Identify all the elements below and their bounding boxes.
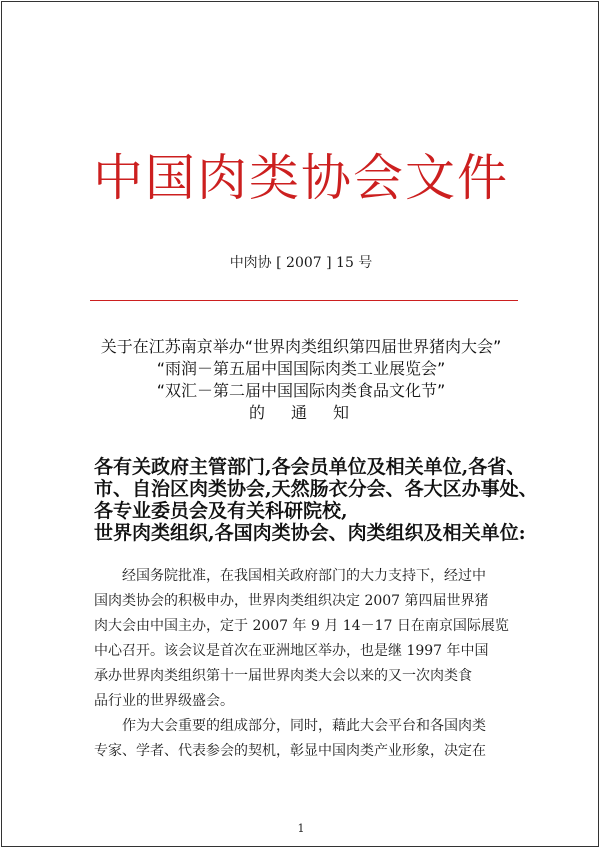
body-text (94, 564, 524, 764)
body-line: 肉大会由中国主办，定于 2007 年 9 月 14－17 日在南京国际展览 (94, 618, 509, 634)
subject-line: “雨润－第五届中国国际肉类工业展览会” (156, 359, 446, 378)
notice-subject (2, 336, 600, 424)
subject-line: 关于在江苏南京举办“世界肉类组织第四届世界猪肉大会” (100, 337, 502, 356)
document-page (1, 1, 599, 847)
body-line: 品行业的世界级盛会。 (94, 693, 234, 709)
body-line: 经国务院批准，在我国相关政府部门的大力支持下，经过中 (122, 568, 486, 584)
body-line: 国肉类协会的积极申办，世界肉类组织决定 2007 第四届世界猪 (94, 593, 489, 609)
addressee-line: 世界肉类组织,各国肉类协会、肉类组织及相关单位: (94, 522, 526, 544)
addressee-block (94, 456, 564, 544)
body-line: 中心召开。该会议是首次在亚洲地区举办，也是继 1997 年中国 (94, 643, 489, 659)
body-line: 作为大会重要的组成部分，同时，藉此大会平台和各国肉类 (122, 718, 486, 734)
page-number: 1 (297, 822, 305, 835)
subject-line: 的通知 (248, 403, 375, 422)
document-number: 中肉协 [ 2007 ] 15 号 (229, 255, 373, 271)
document-header-title: 中国肉类协会文件 (93, 149, 509, 207)
subject-line: “双汇－第二届中国国际肉类食品文化节” (156, 381, 446, 400)
addressee-line: 各有关政府主管部门,各会员单位及相关单位,各省、 (94, 456, 526, 478)
addressee-line: 各专业委员会及有关科研院校, (94, 500, 348, 522)
addressee-line: 市、自治区肉类协会,天然肠衣分会、各大区办事处、 (94, 478, 538, 500)
body-line: 承办世界肉类组织第十一届世界肉类大会以来的又一次肉类食 (94, 668, 472, 684)
header-divider (90, 300, 518, 301)
body-line: 专家、学者、代表参会的契机，彰显中国肉类产业形象，决定在 (94, 743, 486, 759)
